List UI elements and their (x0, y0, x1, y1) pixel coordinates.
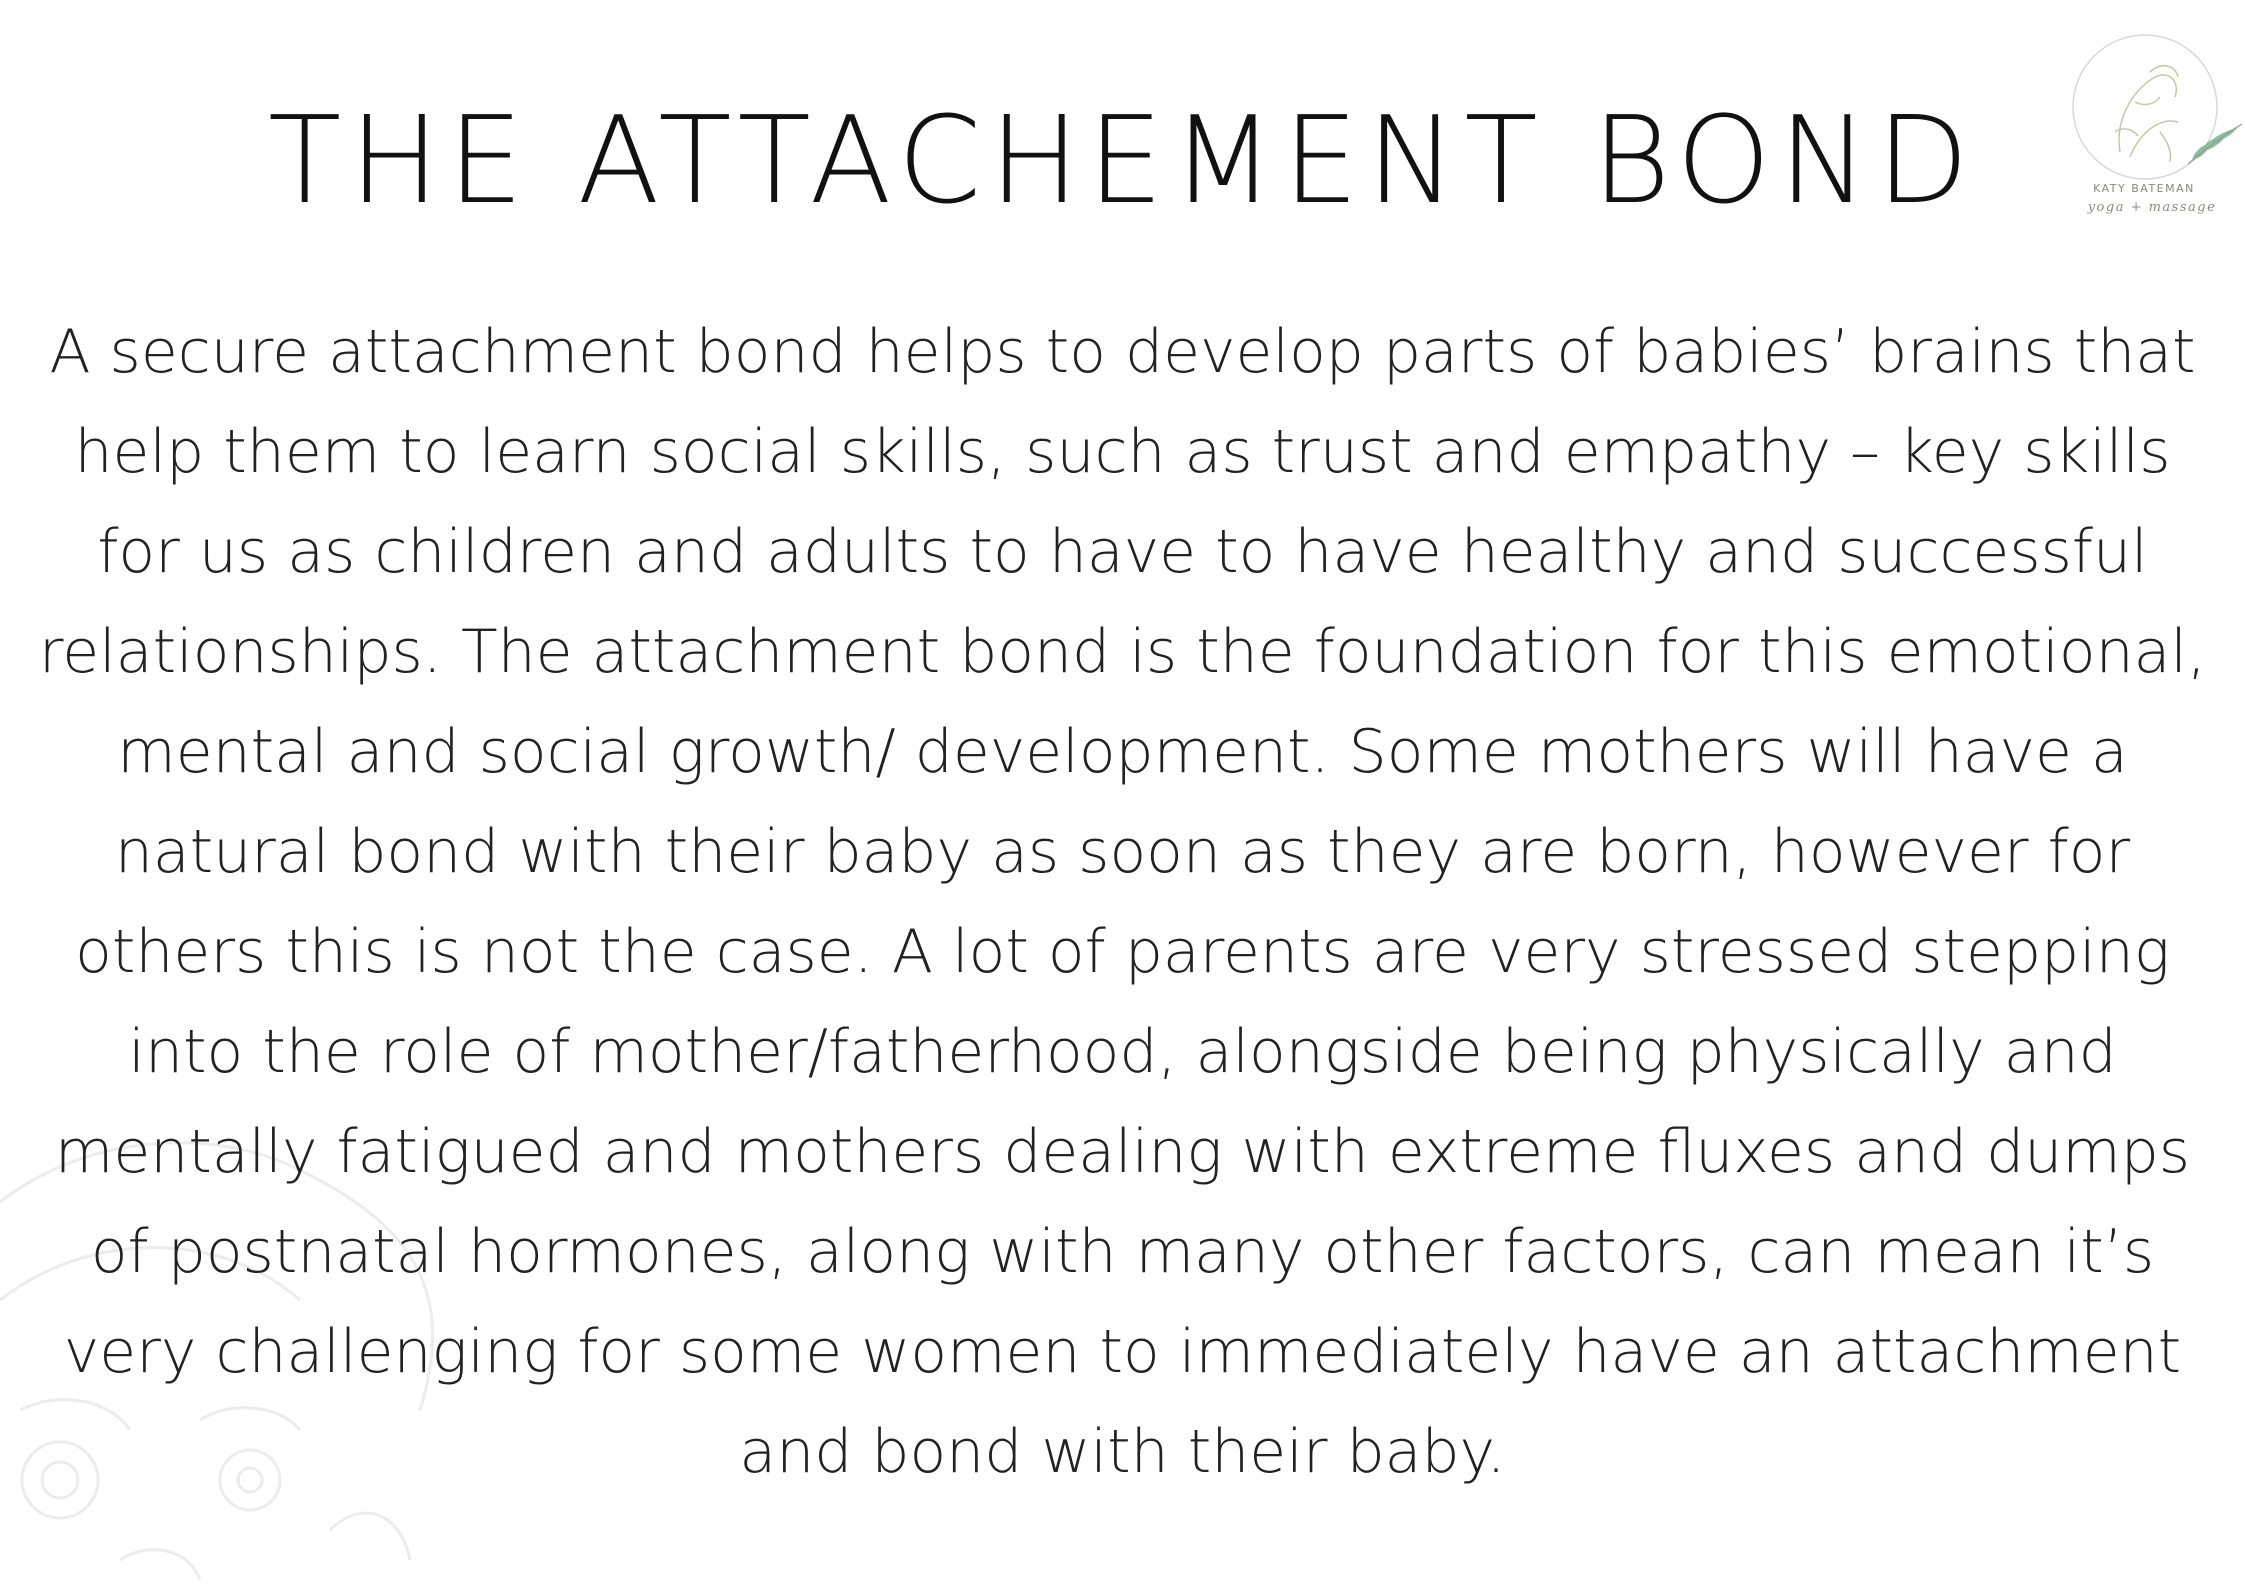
page-title: THE ATTACHEMENT BOND (268, 92, 1977, 231)
logo-brand-name: KATY BATEMAN (2093, 182, 2195, 195)
logo-tagline: yoga + massage (2087, 200, 2217, 215)
body-paragraph: A secure attachment bond helps to develop parts of babies’ brains that help them to learn social skills, such as trust and empathy – key skills for us as children and adults to have to have healthy and successful relationships. The attachment bond is the foundation for this emotional, mental and social growth/ development. Some mothers will have a natural bond with their baby as soon as they are born, however for others this is not the case. A lot of parents are very stressed stepping into the role of mother/fatherhood, alongside being physically and mentally fatigued and mothers dealing with extreme fluxes and dumps of postnatal hormones, along with many other factors, can mean it’s very challenging for some women to immediately have an attachment and bond with their baby. (38, 317, 2207, 1487)
